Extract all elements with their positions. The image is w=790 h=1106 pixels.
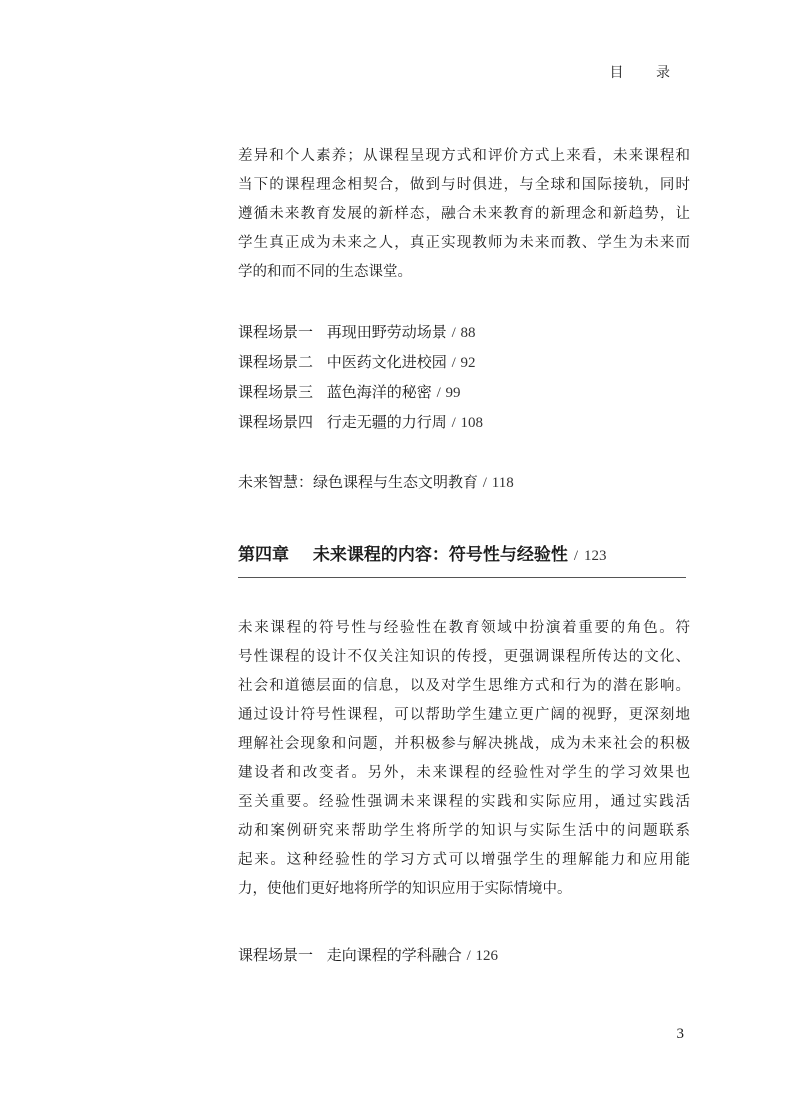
- toc-entry-title: 蓝色海洋的秘密: [326, 383, 432, 401]
- paragraph-line: 理解社会现象和问题，并积极参与解决挑战，成为未来社会的积极: [238, 736, 690, 752]
- paragraph-line: 未来课程的符号性与经验性在教育领域中扮演着重要的角色。符: [238, 620, 690, 636]
- paragraph-line: 动和案例研究来帮助学生将所学的知识与实际生活中的问题联系: [238, 823, 690, 839]
- paragraph-line: 至关重要。经验性强调未来课程的实践和实际应用，通过实践活: [238, 794, 690, 810]
- toc-separator: /: [436, 385, 441, 401]
- toc-entry[interactable]: [238, 351, 476, 372]
- toc-page-number: 108: [460, 415, 484, 431]
- toc-entry-title: 中医药文化进校园: [326, 353, 447, 371]
- paragraph-line: 号性课程的设计不仅关注知识的传授，更强调课程所传达的文化、: [238, 649, 690, 665]
- chapter-number: 第四章: [238, 545, 289, 565]
- chapter-title: 未来课程的内容：符号性与经验性: [312, 545, 568, 565]
- paragraph-line: 差异和个人素养；从课程呈现方式和评价方式上来看，未来课程和: [238, 148, 690, 164]
- section-header-title: 目 录: [609, 65, 684, 81]
- chapter-paragraph: [238, 614, 690, 904]
- toc-page-number: 88: [460, 325, 476, 341]
- toc-entry-title: 走向课程的学科融合: [326, 946, 462, 964]
- toc-separator: /: [451, 415, 456, 431]
- toc-separator: /: [451, 325, 456, 341]
- toc-entry-label: 课程场景一: [238, 946, 314, 964]
- toc-entry-title: 未来智慧：绿色课程与生态文明教育: [238, 473, 479, 491]
- chapter-heading[interactable]: [238, 540, 606, 565]
- page-number: 3: [676, 1026, 684, 1042]
- toc-entry[interactable]: [238, 944, 498, 965]
- toc-separator: /: [573, 548, 579, 564]
- chapter-divider: [238, 577, 686, 578]
- paragraph-line: 当下的课程理念相契合，做到与时俱进，与全球和国际接轨，同时: [238, 177, 690, 193]
- paragraph-line: 通过设计符号性课程，可以帮助学生建立更广阔的视野，更深刻地: [238, 707, 690, 723]
- toc-page-number: 99: [445, 385, 461, 401]
- intro-paragraph: [238, 142, 690, 287]
- toc-entry-label: 课程场景二: [238, 353, 314, 371]
- toc-page-number: 118: [491, 475, 514, 491]
- toc-entry-label: 课程场景四: [238, 413, 314, 431]
- toc-separator: /: [466, 948, 471, 964]
- paragraph-line: 遵循未来教育发展的新样态，融合未来教育的新理念和新趋势，让: [238, 206, 690, 222]
- toc-page-number: 92: [460, 355, 476, 371]
- toc-page-number: 126: [475, 948, 499, 964]
- toc-entry[interactable]: [238, 321, 476, 342]
- toc-entry-wisdom[interactable]: [238, 471, 514, 492]
- toc-entry[interactable]: [238, 411, 483, 432]
- paragraph-line: 学的和而不同的生态课堂。: [238, 264, 412, 280]
- paragraph-line: 学生真正成为未来之人，真正实现教师为未来而教、学生为未来而: [238, 235, 690, 251]
- paragraph-line: 建设者和改变者。另外，未来课程的经验性对学生的学习效果也: [238, 765, 690, 781]
- paragraph-line: 社会和道德层面的信息，以及对学生思维方式和行为的潜在影响。: [238, 678, 690, 694]
- toc-entry-title: 再现田野劳动场景: [326, 323, 447, 341]
- toc-separator: /: [482, 475, 487, 491]
- paragraph-line: 起来。这种经验性的学习方式可以增强学生的理解能力和应用能: [238, 852, 690, 868]
- toc-separator: /: [451, 355, 456, 371]
- toc-entry-title: 行走无疆的力行周: [326, 413, 447, 431]
- paragraph-line: 力，使他们更好地将所学的知识应用于实际情境中。: [238, 881, 572, 897]
- toc-entry-label: 课程场景一: [238, 323, 314, 341]
- toc-entry[interactable]: [238, 381, 461, 402]
- toc-page-number: 123: [583, 548, 607, 564]
- toc-entry-label: 课程场景三: [238, 383, 314, 401]
